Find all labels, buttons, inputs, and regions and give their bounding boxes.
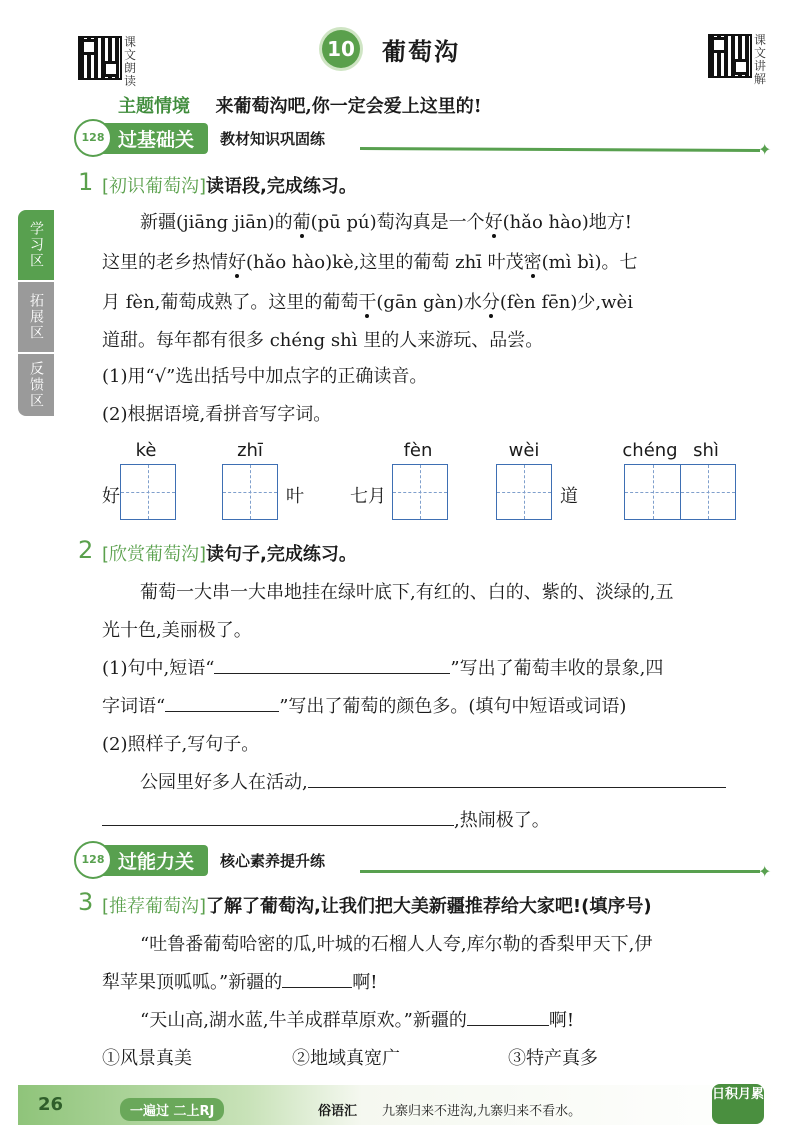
answer-blank-idiom[interactable] (165, 711, 279, 712)
question-instruction-1: 读语段,完成练习。 (206, 176, 357, 197)
q2-line-2: 光十色,美丽极了。 (102, 620, 252, 641)
section-title-basic: 过基础关 (118, 128, 195, 151)
q2-sub-1-cont: 字词语“ ”写出了葡萄的颜色多。(填句中短语或词语) (102, 696, 627, 717)
q1-line-2: 这里的老乡热情好(hǎo hào)kè,这里的葡萄 zhī 叶茂密(mì bì)。七 (102, 252, 638, 273)
lesson-title: 葡萄沟 (382, 38, 460, 66)
side-tab-extend[interactable]: 拓展区 (18, 282, 54, 352)
question-number-3: 3 (78, 888, 94, 916)
writing-grid-zhi[interactable] (222, 464, 278, 520)
q3-option-3: ③特产真多 (508, 1048, 598, 1069)
side-tab-study[interactable]: 学习区 (18, 210, 54, 280)
grid-label-hao: 好 (102, 486, 120, 507)
writing-grid-fen[interactable] (392, 464, 448, 520)
pinyin-shi: shì (693, 440, 719, 461)
q2-sub-1: (1)句中,短语“ ”写出了葡萄丰收的景象,四 (102, 658, 664, 679)
footer-brand: 一遍过 二上RJ (120, 1098, 224, 1121)
q1-line-3: 月 fèn,葡萄成熟了。这里的葡萄干(gān gàn)水分(fèn fēn)少,wèi (102, 292, 633, 313)
answer-blank-sentence-1[interactable] (308, 787, 726, 788)
lesson-number-badge: 10 (322, 30, 360, 68)
q1-line-1: 新疆(jiāng jiān)的葡(pū pú)萄沟真是一个好(hǎo hào)地方! (140, 212, 632, 233)
side-tab-feedback[interactable]: 反馈区 (18, 354, 54, 416)
q2-example-line-2: ,热闹极了。 (102, 806, 550, 832)
answer-blank-q3-1[interactable] (282, 987, 352, 988)
section-subtitle-basic: 教材知识巩固练 (220, 129, 326, 148)
qr-code-left[interactable] (78, 36, 122, 80)
pinyin-zhi: zhī (237, 440, 263, 461)
q3-option-1: ①风景真美 (102, 1048, 192, 1069)
pinyin-fen: fèn (403, 440, 433, 461)
writing-grid-ke[interactable] (120, 464, 176, 520)
question-instruction-2: 读句子,完成练习。 (206, 544, 357, 565)
section-divider-basic (360, 147, 760, 152)
banner-badge-icon-2: 128 (74, 841, 112, 879)
grid-label-qiyue: 七月 (350, 486, 386, 507)
qr-code-right[interactable] (708, 34, 752, 78)
daily-accumulation-badge: 日积月累 (712, 1084, 764, 1124)
q3-quote-1: “吐鲁番葡萄哈密的瓜,叶城的石榴人人夸,库尔勒的香梨甲天下,伊 (140, 934, 653, 955)
section-divider-ability (360, 870, 760, 873)
question-number-2: 2 (78, 536, 94, 564)
answer-blank-sentence-2[interactable] (102, 825, 454, 826)
question-heading-1 (102, 172, 357, 198)
q1-sub-2: (2)根据语境,看拼音写字词。 (102, 404, 332, 425)
grid-label-dao: 道 (560, 486, 578, 507)
writing-grid-chengshi[interactable] (624, 464, 736, 520)
section-banner-ability (78, 846, 325, 874)
q2-line-1: 葡萄一大串一大串地挂在绿叶底下,有红的、白的、紫的、淡绿的,五 (140, 582, 674, 603)
question-number-1: 1 (78, 168, 94, 196)
theme-line (118, 92, 482, 118)
question-heading-3 (102, 892, 652, 918)
qr-label-right: 课文讲解 (754, 33, 767, 86)
question-instruction-3: 了解了葡萄沟,让我们把大美新疆推荐给大家吧!(填序号) (206, 896, 652, 917)
star-icon: ✦ (758, 140, 772, 159)
answer-blank-q3-2[interactable] (467, 1025, 549, 1026)
pinyin-wei: wèi (508, 440, 540, 461)
pinyin-ke: kè (135, 440, 157, 461)
q3-quote-1-cont: 犁苹果顶呱呱。”新疆的 啊! (102, 972, 378, 993)
pinyin-cheng: chéng (622, 440, 678, 461)
page-number: 26 (38, 1094, 64, 1115)
q1-sub-1: (1)用“√”选出括号中加点字的正确读音。 (102, 366, 428, 387)
proverb-text: 九寨归来不进沟,九寨归来不看水。 (382, 1104, 582, 1119)
q2-sub-2: (2)照样子,写句子。 (102, 734, 260, 755)
banner-badge-icon: 128 (74, 119, 112, 157)
question-tag-1: [初识葡萄沟] (102, 176, 207, 197)
question-tag-3: [推荐葡萄沟] (102, 896, 207, 917)
section-subtitle-ability: 核心素养提升练 (220, 851, 326, 870)
grid-label-ye: 叶 (286, 486, 304, 507)
q3-quote-2: “天山高,湖水蓝,牛羊成群草原欢。”新疆的 啊! (140, 1010, 575, 1031)
star-icon-2: ✦ (758, 862, 772, 881)
question-heading-2 (102, 540, 357, 566)
q2-example-line: 公园里好多人在活动, (140, 768, 726, 794)
question-tag-2: [欣赏葡萄沟] (102, 544, 207, 565)
section-banner-basic (78, 124, 325, 152)
answer-blank-phrase[interactable] (214, 673, 450, 674)
proverb-label: 俗语汇 (318, 1104, 358, 1119)
q1-line-4: 道甜。每年都有很多 chéng shì 里的人来游玩、品尝。 (102, 330, 544, 351)
qr-label-left: 课文朗读 (124, 35, 137, 88)
writing-grid-wei[interactable] (496, 464, 552, 520)
theme-label: 主题情境 (118, 96, 190, 117)
q3-option-2: ②地域真宽广 (292, 1048, 400, 1069)
theme-text: 来葡萄沟吧,你一定会爱上这里的! (215, 96, 482, 117)
section-title-ability: 过能力关 (118, 850, 195, 873)
